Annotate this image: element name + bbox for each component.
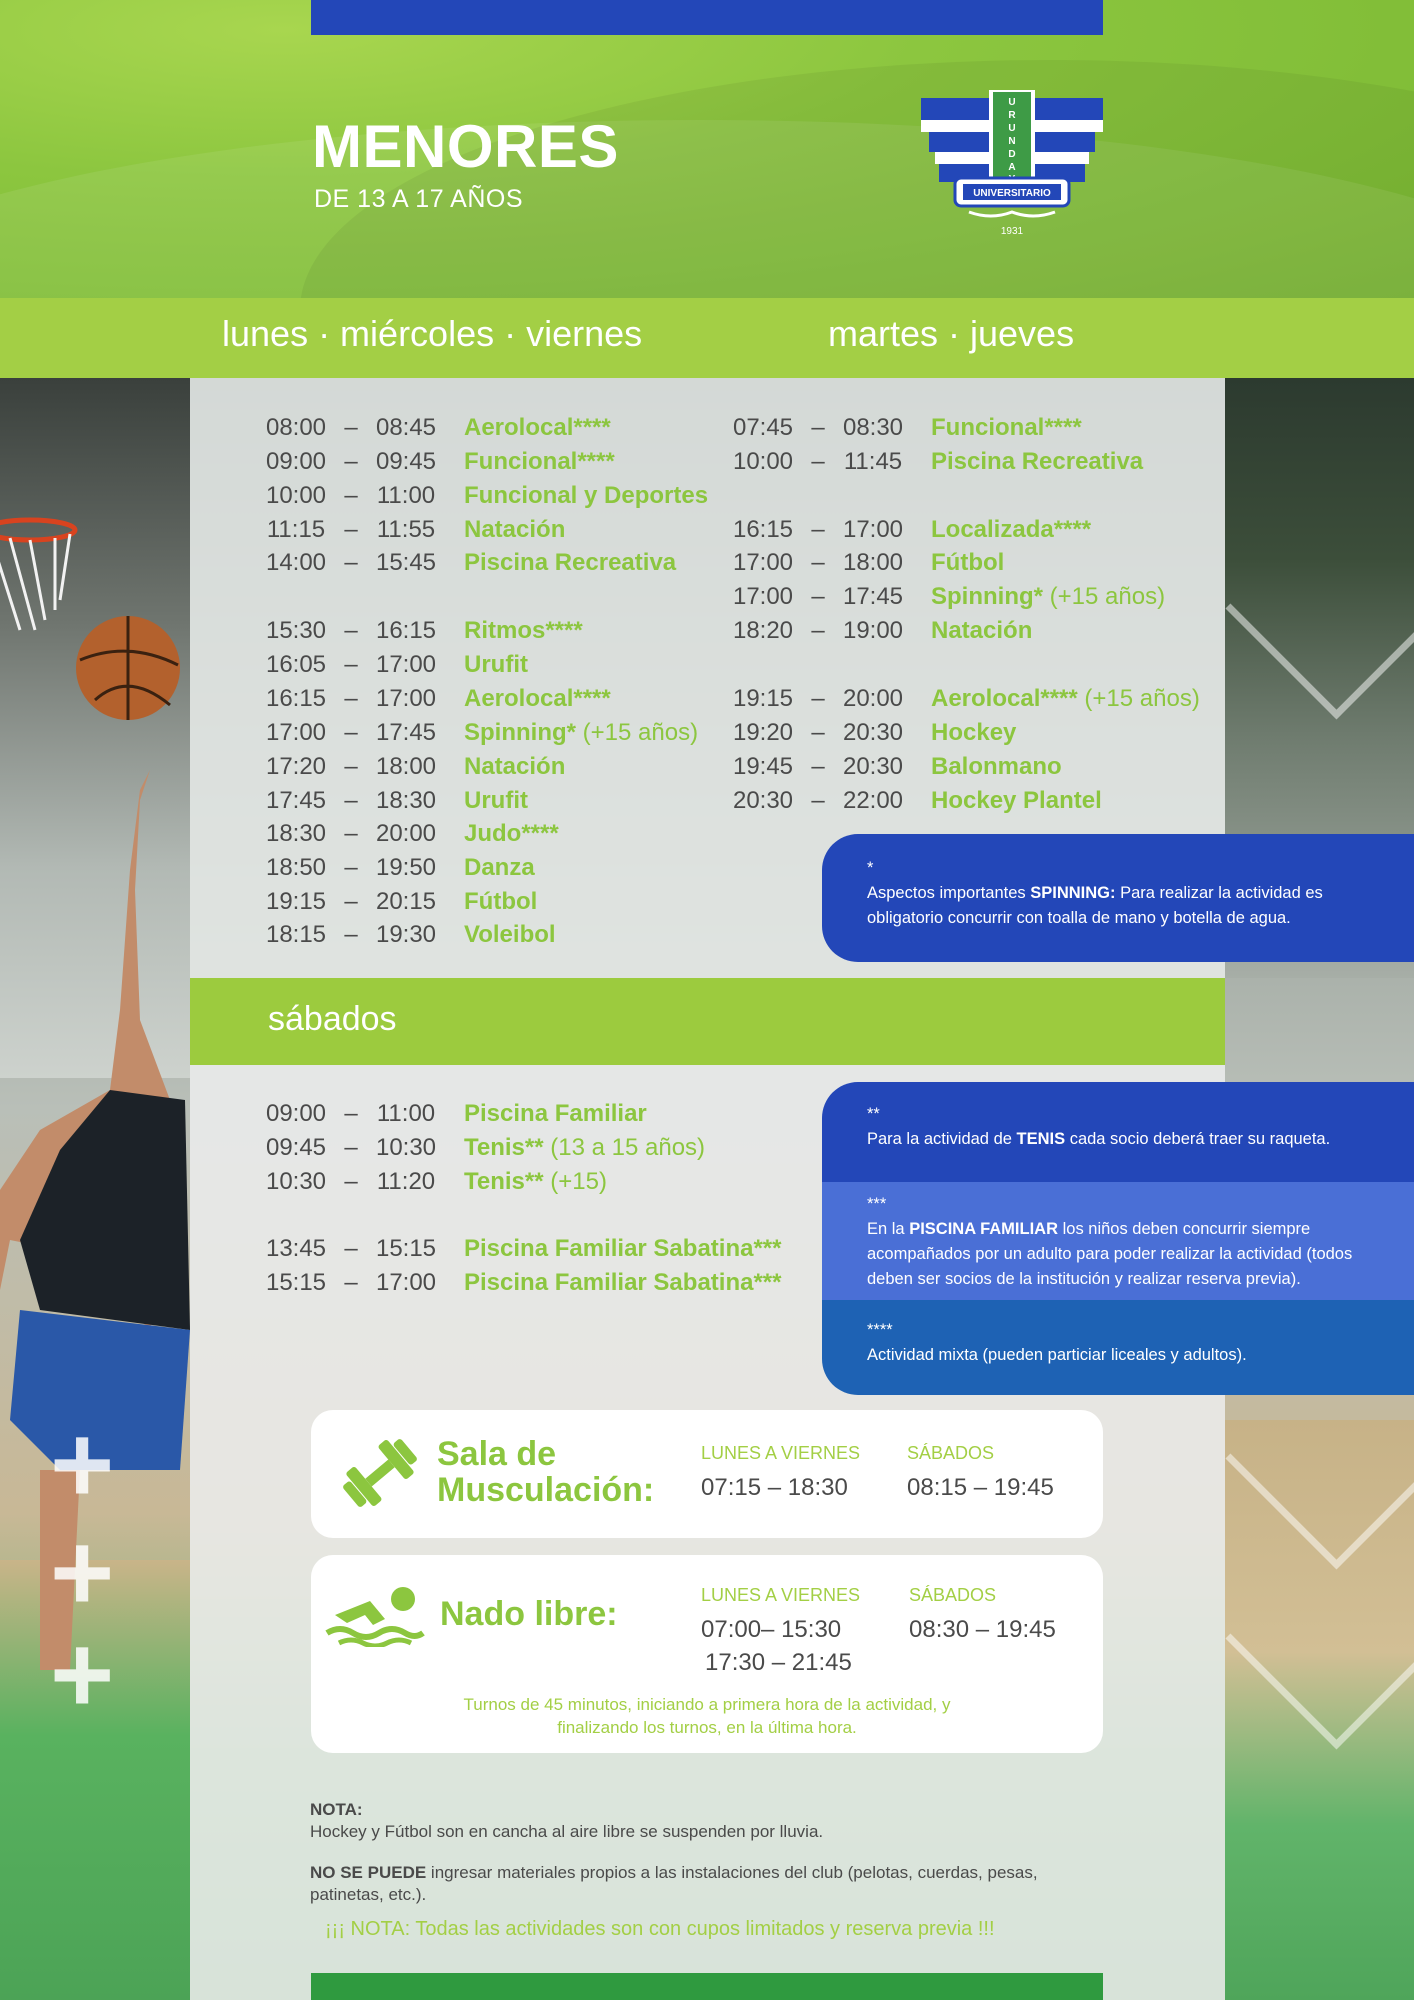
schedule-row — [260, 546, 676, 580]
time-dash: – — [344, 921, 358, 948]
time-start: 09:45 — [265, 1134, 327, 1161]
schedule-row — [727, 411, 1082, 445]
note-text: En la PISCINA FAMILIAR los niños deben concurrir siempre acompañados por un adulto para poder realizar la actividad (todos deben ser socios de la institución y realizar reserva previa). — [867, 1220, 1353, 1288]
time-start: 18:50 — [265, 854, 327, 881]
time-start: 17:00 — [732, 583, 794, 610]
days-heading-lmv: lunes · miércoles · viernes — [222, 313, 643, 354]
time-end: 08:45 — [375, 414, 437, 441]
schedule-row — [727, 580, 1165, 614]
time-start: 17:00 — [732, 549, 794, 576]
time-start: 18:20 — [732, 617, 794, 644]
schedule-row — [260, 1266, 781, 1300]
time-end: 18:30 — [375, 787, 437, 814]
activity-name: Natación — [464, 516, 566, 543]
svg-text:U: U — [1008, 97, 1016, 108]
top-accent-bar — [311, 0, 1103, 35]
activity-name: Piscina Recreativa — [464, 549, 677, 576]
time-end: 18:00 — [375, 753, 437, 780]
time-dash: – — [344, 414, 358, 441]
time-end: 20:30 — [842, 719, 904, 746]
svg-text:N: N — [1008, 136, 1016, 147]
time-dash: – — [811, 617, 825, 644]
gym-weekday-label: LUNES A VIERNES — [701, 1443, 861, 1463]
schedule-row — [260, 1232, 781, 1266]
time-start: 18:30 — [265, 820, 327, 847]
activity-name: Funcional y Deportes — [464, 482, 709, 509]
swim-title: Nado libre: — [440, 1595, 618, 1633]
time-start: 19:15 — [732, 685, 794, 712]
svg-text:D: D — [1008, 149, 1016, 160]
schedule-row — [260, 513, 565, 547]
page-title: MENORES — [312, 113, 619, 180]
activity-name: Funcional**** — [464, 448, 615, 475]
time-start: 10:30 — [265, 1168, 327, 1195]
swim-weekday-hours-2: 17:30 – 21:45 — [705, 1649, 852, 1676]
note-mark: * — [867, 859, 874, 877]
activity-name: Natación — [464, 753, 566, 780]
plus-decoration: + — [50, 1511, 115, 1634]
activity-name: Urufit — [464, 651, 528, 678]
note-tenis — [822, 1082, 1414, 1192]
time-dash: – — [344, 651, 358, 678]
activity-name: Tenis** — [464, 1134, 544, 1161]
time-dash: – — [344, 1269, 358, 1296]
dumbbell-icon — [340, 1435, 420, 1510]
activity-name: Aerolocal**** — [464, 685, 611, 712]
activity-name: Piscina Familiar Sabatina*** — [464, 1235, 782, 1262]
activity-name: Hockey — [931, 719, 1017, 746]
time-start: 19:15 — [265, 888, 327, 915]
time-end: 20:00 — [375, 820, 437, 847]
time-end: 17:00 — [375, 1269, 437, 1296]
time-start: 19:20 — [732, 719, 794, 746]
nota-block — [310, 1799, 1110, 1843]
schedule-row — [260, 918, 556, 952]
schedule-row — [260, 817, 559, 851]
club-logo — [921, 90, 1103, 240]
time-dash: – — [344, 753, 358, 780]
time-end: 10:30 — [375, 1134, 437, 1161]
nosepuede-block: NO SE PUEDE ingresar materiales propios a las instalaciones del club (pelotas, cuerdas, pesas, patinetas, etc.). — [310, 1863, 1038, 1904]
time-end: 20:15 — [375, 888, 437, 915]
nota-label: NOTA: — [310, 1800, 363, 1819]
swim-weekday-label: LUNES A VIERNES — [701, 1585, 861, 1605]
time-dash: – — [344, 854, 358, 881]
schedule-row — [260, 750, 565, 784]
note-mark: *** — [867, 1195, 887, 1213]
activity-extra: (13 a 15 años) — [543, 1134, 706, 1161]
schedule-row — [260, 784, 528, 818]
time-end: 11:00 — [376, 482, 436, 509]
time-end: 18:00 — [842, 549, 904, 576]
activity-name: Funcional**** — [931, 414, 1082, 441]
activity-name: Voleibol — [464, 921, 556, 948]
note-mark: **** — [867, 1321, 893, 1339]
activity-name: Fútbol — [931, 549, 1005, 576]
time-dash: – — [344, 820, 358, 847]
schedule-row — [727, 716, 1016, 750]
time-start: 08:00 — [265, 414, 327, 441]
swim-saturday-hours: 08:30 – 19:45 — [909, 1616, 1056, 1643]
time-end: 17:45 — [842, 583, 904, 610]
activity-name: Hockey Plantel — [931, 787, 1102, 814]
final-note: ¡¡¡ NOTA: Todas las actividades son con cupos limitados y reserva previa !!! — [325, 1918, 995, 1940]
activity-name: Ritmos**** — [464, 617, 583, 644]
activity-name: Urufit — [464, 787, 528, 814]
swim-saturday-label: SÁBADOS — [909, 1585, 997, 1605]
schedule-row — [260, 411, 611, 445]
note-spinning — [822, 834, 1414, 962]
note-text: Aspectos importantes SPINNING: Para realizar la actividad es obligatorio concurrir con toalla de mano y botella de agua. — [867, 884, 1323, 927]
time-end: 17:00 — [375, 651, 437, 678]
schedule-row — [260, 445, 615, 479]
time-end: 15:45 — [375, 549, 437, 576]
schedule-row — [727, 784, 1102, 818]
time-end: 15:15 — [375, 1235, 437, 1262]
svg-text:UNIVERSITARIO: UNIVERSITARIO — [973, 188, 1051, 199]
header-banner — [0, 0, 1414, 298]
days-heading-saturday: sábados — [268, 1000, 397, 1038]
time-end: 11:45 — [843, 448, 903, 475]
svg-text:R: R — [1008, 110, 1016, 121]
time-end: 17:00 — [842, 516, 904, 543]
time-dash: – — [344, 482, 358, 509]
note-piscina — [822, 1182, 1414, 1312]
time-dash: – — [811, 787, 825, 814]
schedule-row — [260, 716, 698, 750]
note-text: Actividad mixta (pueden particiar liceales y adultos). — [867, 1346, 1247, 1364]
time-end: 22:00 — [842, 787, 904, 814]
gym-saturday-hours: 08:15 – 19:45 — [907, 1474, 1054, 1501]
activity-name: Piscina Familiar Sabatina*** — [464, 1269, 782, 1296]
time-dash: – — [811, 583, 825, 610]
time-dash: – — [344, 1168, 358, 1195]
swimmer-icon — [325, 1585, 425, 1647]
time-end: 20:30 — [842, 753, 904, 780]
nota-text: Hockey y Fútbol son en cancha al aire libre se suspenden por lluvia. — [310, 1822, 824, 1841]
activity-name: Danza — [464, 854, 535, 881]
time-start: 16:05 — [265, 651, 327, 678]
schedule-row — [260, 885, 537, 919]
activity-name: Fútbol — [464, 888, 538, 915]
time-start: 16:15 — [265, 685, 327, 712]
time-start: 07:45 — [732, 414, 794, 441]
schedule-row — [727, 614, 1032, 648]
schedule-row — [260, 479, 708, 513]
time-end: 17:45 — [375, 719, 437, 746]
note-mark: ** — [867, 1105, 880, 1123]
time-end: 16:15 — [375, 617, 437, 644]
activity-extra: (+15) — [543, 1168, 607, 1195]
activity-name: Judo**** — [464, 820, 559, 847]
time-dash: – — [344, 516, 358, 543]
bottom-accent-bar — [311, 1973, 1103, 2000]
time-dash: – — [811, 414, 825, 441]
activity-name: Piscina Recreativa — [931, 448, 1144, 475]
time-end: 17:00 — [375, 685, 437, 712]
activity-name: Spinning* — [931, 583, 1043, 610]
time-start: 15:15 — [265, 1269, 327, 1296]
time-dash: – — [344, 888, 358, 915]
schedule-row — [727, 750, 1062, 784]
time-dash: – — [344, 787, 358, 814]
time-start: 14:00 — [265, 549, 327, 576]
time-dash: – — [811, 549, 825, 576]
basketball-hoop-icon — [0, 500, 190, 740]
svg-text:1931: 1931 — [1000, 226, 1024, 237]
note-mixta — [822, 1300, 1414, 1395]
activity-name: Piscina Familiar — [464, 1100, 647, 1127]
time-end: 19:50 — [375, 854, 437, 881]
activity-name: Natación — [931, 617, 1033, 644]
time-dash: – — [811, 448, 825, 475]
activity-extra: (+15 años) — [575, 719, 699, 746]
time-end: 19:30 — [375, 921, 437, 948]
time-end: 11:55 — [376, 516, 436, 543]
schedule-row — [260, 1131, 705, 1165]
time-dash: – — [344, 617, 358, 644]
days-heading-mj: martes · jueves — [828, 313, 1075, 354]
activity-name: Tenis** — [464, 1168, 544, 1195]
activity-name: Spinning* — [464, 719, 576, 746]
time-dash: – — [344, 685, 358, 712]
gym-saturday-label: SÁBADOS — [907, 1443, 995, 1463]
time-dash: – — [344, 549, 358, 576]
time-start: 17:45 — [265, 787, 327, 814]
time-start: 10:00 — [265, 482, 327, 509]
swim-turnos-note: Turnos de 45 minutos, iniciando a primera hora de la actividad, y finalizando los turnos, en la última hora. — [463, 1695, 951, 1737]
note-text: Para la actividad de TENIS cada socio deberá traer su raqueta. — [867, 1130, 1331, 1148]
time-start: 10:00 — [732, 448, 794, 475]
time-start: 16:15 — [732, 516, 794, 543]
schedule-row — [260, 682, 611, 716]
schedule-row — [260, 851, 535, 885]
schedule-row — [260, 614, 583, 648]
svg-text:A: A — [1008, 162, 1016, 173]
schedule-row — [727, 546, 1004, 580]
time-start: 11:15 — [266, 516, 326, 543]
schedule-row — [260, 1165, 607, 1199]
time-start: 13:45 — [265, 1235, 327, 1262]
time-end: 11:00 — [376, 1100, 436, 1127]
time-end: 19:00 — [842, 617, 904, 644]
activity-name: Localizada**** — [931, 516, 1092, 543]
gym-weekday-hours: 07:15 – 18:30 — [701, 1474, 848, 1501]
time-dash: – — [811, 719, 825, 746]
schedule-row — [727, 682, 1200, 716]
time-end: 11:20 — [376, 1168, 436, 1195]
time-dash: – — [344, 1134, 358, 1161]
time-dash: – — [344, 1100, 358, 1127]
schedule-row — [727, 513, 1091, 547]
time-start: 09:00 — [265, 448, 327, 475]
time-dash: – — [811, 685, 825, 712]
plus-decoration: + — [50, 1403, 115, 1526]
time-start: 09:00 — [265, 1100, 327, 1127]
time-start: 17:00 — [265, 719, 327, 746]
time-end: 20:00 — [842, 685, 904, 712]
time-dash: – — [344, 719, 358, 746]
activity-extra: (+15 años) — [1077, 685, 1200, 712]
svg-text:U: U — [1008, 123, 1016, 134]
time-dash: – — [344, 1235, 358, 1262]
time-start: 19:45 — [732, 753, 794, 780]
page-subtitle: DE 13 A 17 AÑOS — [314, 185, 524, 213]
plus-decoration: + — [50, 1613, 115, 1736]
schedule-row — [260, 648, 528, 682]
time-start: 18:15 — [265, 921, 327, 948]
schedule-row — [260, 1097, 647, 1131]
activity-extra: (+15 años) — [1042, 583, 1166, 610]
time-dash: – — [811, 753, 825, 780]
schedule-row — [727, 445, 1143, 479]
swim-weekday-hours: 07:00– 15:30 — [701, 1616, 842, 1643]
time-end: 09:45 — [375, 448, 437, 475]
gym-title: Sala de Musculación: — [437, 1435, 655, 1509]
activity-name: Balonmano — [931, 753, 1062, 780]
days-header-bar — [0, 298, 1414, 378]
time-dash: – — [811, 516, 825, 543]
time-dash: – — [344, 448, 358, 475]
time-start: 17:20 — [265, 753, 327, 780]
time-end: 08:30 — [842, 414, 904, 441]
time-start: 20:30 — [732, 787, 794, 814]
activity-name: Aerolocal**** — [464, 414, 611, 441]
activity-name: Aerolocal**** — [931, 685, 1078, 712]
time-start: 15:30 — [265, 617, 327, 644]
